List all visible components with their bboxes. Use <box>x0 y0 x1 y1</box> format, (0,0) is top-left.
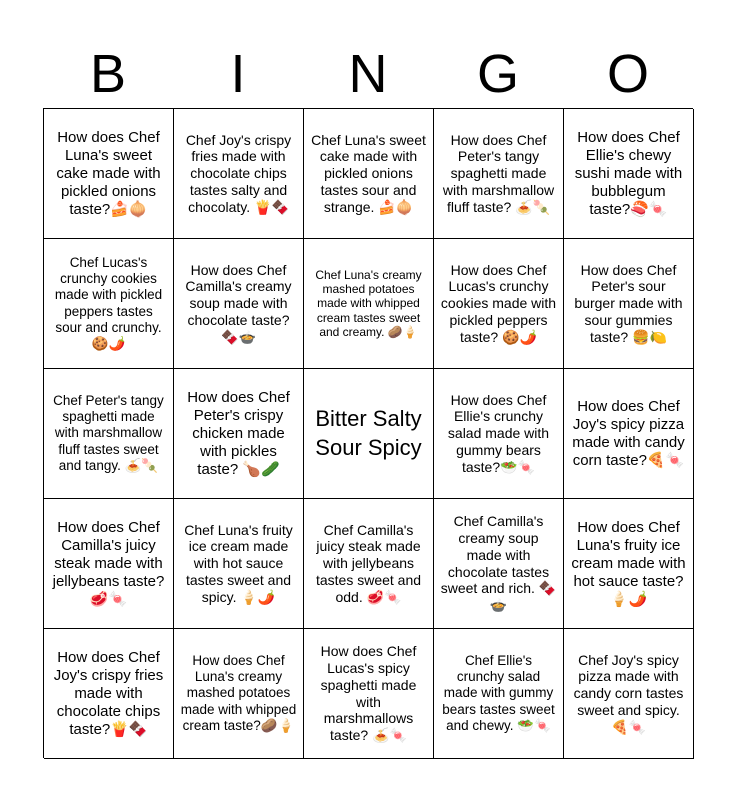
cell-text: How does Chef Luna's creamy mashed potatoes made with whipped cream taste?🥔🍦 <box>180 653 297 733</box>
cell-text: Chef Lucas's crunchy cookies made with pickled peppers tastes sour and crunchy. 🍪🌶️ <box>54 254 163 351</box>
bingo-cell[interactable] <box>564 109 694 239</box>
bingo-cell[interactable] <box>434 109 564 239</box>
bingo-cell[interactable] <box>564 629 694 759</box>
cell-text: How does Chef Ellie's chewy sushi made with bubblegum taste?🍣🍬 <box>574 128 683 218</box>
bingo-cell[interactable] <box>564 239 694 369</box>
cell-text: Chef Joy's spicy pizza made with candy corn tastes sweet and spicy. 🍕🍬 <box>573 651 684 735</box>
cell-text: How does Chef Luna's fruity ice cream made with hot sauce taste? 🍦🌶️ <box>571 518 686 608</box>
cell-text: How does Chef Peter's tangy spaghetti made with marshmallow fluff taste? 🍝🍡 <box>442 131 555 215</box>
bingo-cell[interactable] <box>174 629 304 759</box>
cell-text: Chef Camilla's juicy steak made with jellybeans tastes sweet and odd. 🥩🍬 <box>315 521 422 605</box>
bingo-cell[interactable] <box>174 109 304 239</box>
cell-text: How does Chef Camilla's juicy steak made with jellybeans taste?🥩🍬 <box>52 518 165 608</box>
bingo-free-space[interactable] <box>304 369 434 499</box>
cell-text: How does Chef Lucas's spicy spaghetti made with marshmallows taste? 🍝🍬 <box>320 643 417 744</box>
bingo-cell[interactable] <box>174 499 304 629</box>
bingo-cell[interactable] <box>174 369 304 499</box>
bingo-cell[interactable] <box>304 499 434 629</box>
cell-text: Chef Luna's sweet cake made with pickled onions tastes sour and strange. 🍰🧅 <box>311 131 426 215</box>
bingo-cell[interactable] <box>174 239 304 369</box>
bingo-cell[interactable] <box>44 499 174 629</box>
cell-text: How does Chef Peter's crispy chicken made with pickles taste? 🍗🥒 <box>187 388 290 478</box>
bingo-cell[interactable] <box>44 109 174 239</box>
bingo-cell[interactable] <box>434 369 564 499</box>
cell-text: How does Chef Luna's sweet cake made with pickled onions taste?🍰🧅 <box>56 128 161 218</box>
header-letter-n: N <box>348 44 388 104</box>
cell-text: Chef Joy's crispy fries made with chocolate chips tastes salty and chocolaty. 🍟🍫 <box>185 131 292 215</box>
bingo-cell[interactable] <box>564 369 694 499</box>
bingo-cell[interactable] <box>44 239 174 369</box>
bingo-cell[interactable] <box>434 239 564 369</box>
free-space-text: Bitter Salty Sour Spicy <box>315 405 422 460</box>
cell-text: How does Chef Joy's spicy pizza made with candy corn taste?🍕🍬 <box>572 397 685 469</box>
bingo-cell[interactable] <box>564 499 694 629</box>
cell-text: Chef Ellie's crunchy salad made with gummy bears tastes sweet and chewy. 🥗🍬 <box>442 653 555 733</box>
cell-text: Chef Camilla's creamy soup made with chocolate tastes sweet and rich. 🍫🍲 <box>440 513 557 614</box>
cell-text: Chef Luna's fruity ice cream made with hot sauce tastes sweet and spicy. 🍦🌶️ <box>184 521 293 605</box>
bingo-grid <box>43 108 693 758</box>
bingo-cell[interactable] <box>304 109 434 239</box>
bingo-cell[interactable] <box>434 499 564 629</box>
bingo-header <box>43 40 693 108</box>
header-letter-b: B <box>89 44 127 104</box>
cell-text: How does Chef Peter's sour burger made with sour gummies taste? 🍔🍋 <box>574 261 683 345</box>
bingo-cell[interactable] <box>304 239 434 369</box>
cell-text: How does Chef Joy's crispy fries made with chocolate chips taste?🍟🍫 <box>53 648 164 738</box>
header-letter-i: I <box>230 44 246 104</box>
cell-text: How does Chef Camilla's creamy soup made with chocolate taste?🍫🍲 <box>185 261 292 345</box>
cell-text: Chef Luna's creamy mashed potatoes made with whipped cream tastes sweet and creamy. 🥔🍦 <box>315 267 422 340</box>
cell-text: How does Chef Ellie's crunchy salad made with gummy bears taste?🥗🍬 <box>447 391 550 475</box>
header-letter-o: O <box>606 44 649 104</box>
header-letter-g: G <box>476 44 519 104</box>
bingo-cell[interactable] <box>44 369 174 499</box>
bingo-cell[interactable] <box>434 629 564 759</box>
bingo-cell[interactable] <box>44 629 174 759</box>
cell-text: How does Chef Lucas's crunchy cookies made with pickled peppers taste? 🍪🌶️ <box>440 261 557 345</box>
bingo-cell[interactable] <box>304 629 434 759</box>
cell-text: Chef Peter's tangy spaghetti made with marshmallow fluff tastes sweet and tangy. 🍝🍡 <box>53 393 164 473</box>
